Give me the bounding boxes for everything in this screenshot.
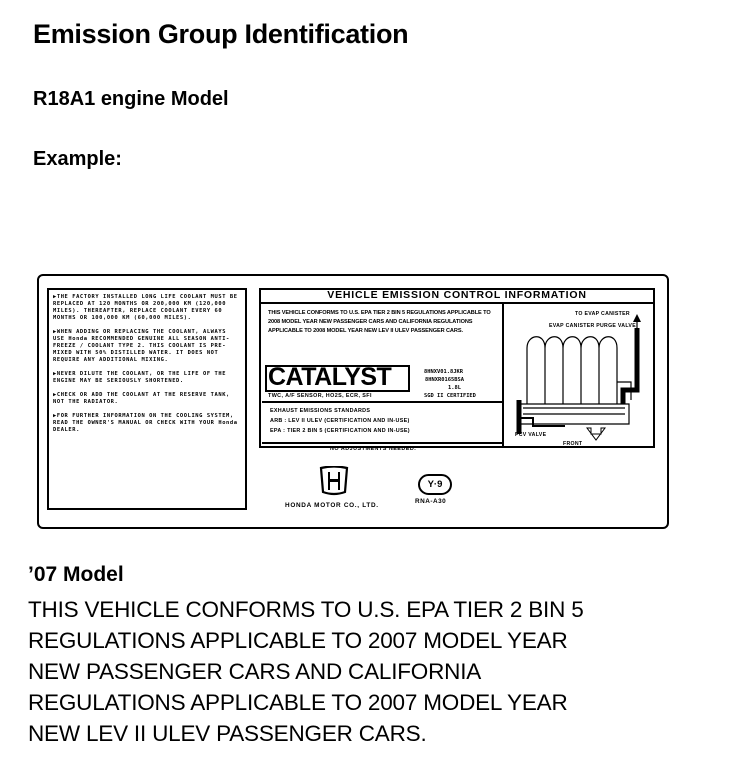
coolant-note: ▶WHEN ADDING OR REPLACING THE COOLANT, ALWAYS USE Honda RECOMMENDED GENUINE ALL SEASON ANTI-FREEZE / COOLANT TYPE 2. THIS COOLANT IS PRE-MIXED WITH 50% DISTILLED WATER. IT DOES NOT REQUIRE ANY ADDITIONAL MIXING. [53,329,230,363]
code-line: 1.8L [448,385,461,391]
evap-purge-text: EVAP CANISTER PURGE VALVE [549,323,636,329]
vec-title: VEHICLE EMISSION CONTROL INFORMATION [259,288,655,304]
coolant-note: ▶CHECK OR ADD THE COOLANT AT THE RESERVE TANK, NOT THE RADIATOR. [53,392,230,405]
code-line: 8HNXR0165BSA [425,377,464,383]
example-heading: Example: [33,148,122,170]
model-07-statement [28,594,728,749]
to-evap-text: TO EVAP CANISTER [575,311,630,317]
standards-epa: EPA : TIER 2 BIN 5 (CERTIFICATION AND IN-USE) [270,428,410,434]
engine-hose-diagram [505,304,655,448]
honda-logo-icon [318,466,350,496]
y9-badge: Y·9 [418,474,452,495]
pcv-valve-text: PCV VALVE [515,432,547,438]
coolant-note: ▶FOR FURTHER INFORMATION ON THE COOLING SYSTEM, READ THE OWNER'S MANUAL OR CHECK WITH YOUR Honda DEALER. [53,413,238,433]
part-number: RNA-A30 [415,498,447,505]
standards-title: EXHAUST EMISSIONS STANDARDS [270,408,371,414]
no-adjustments-note: NO ADJUSTMENTS NEEDED. [330,446,417,452]
engine-model-heading: R18A1 engine Model [33,88,229,110]
statement-line: REGULATIONS APPLICABLE TO 2007 MODEL YEAR [28,628,568,653]
page-title: Emission Group Identification [33,19,409,49]
engine-family-codes [424,368,502,400]
code-line: 8HNXV01.8JKR [424,369,463,375]
coolant-note: ▶THE FACTORY INSTALLED LONG LIFE COOLANT MUST BE REPLACED AT 120 MONTHS OR 200,000 KM (120,000 MILES). THEREAFTER, REPLACE COOLANT EVERY 60 MONTHS OR 100,000 KM (60,000 MILES). [53,294,238,321]
code-line: SGD II CERTIFIED [424,393,476,399]
statement-line: NEW LEV II ULEV PASSENGER CARS. [28,721,427,746]
divider [262,442,504,444]
conform-statement: THIS VEHICLE CONFORMS TO U.S. EPA TIER 2 BIN 5 REGULATIONS APPLICABLE TO 2008 MODEL YEAR NEW PASSENGER CARS AND CALIFORNIA REGULATIONS APPLICABLE TO 2008 MODEL YEAR NEW LEV II ULEV PASSENGER CARS. [268,310,491,334]
statement-line: THIS VEHICLE CONFORMS TO U.S. EPA TIER 2 BIN 5 [28,597,584,622]
divider [262,401,504,403]
statement-line: NEW PASSENGER CARS AND CALIFORNIA [28,659,482,684]
standards-arb: ARB : LEV II ULEV (CERTIFICATION AND IN-USE) [270,418,410,424]
exhaust-standards [270,406,500,436]
manufacturer-name: HONDA MOTOR CO., LTD. [285,502,379,509]
catalyst-label: CATALYST [268,363,392,391]
model-07-heading: ’07 Model [28,563,124,586]
statement-line: REGULATIONS APPLICABLE TO 2007 MODEL YEAR [28,690,568,715]
front-text: FRONT [563,441,583,447]
catalyst-components: TWC, A/F SENSOR, HO2S, ECR, SFI [268,393,372,399]
coolant-note: ▶NEVER DILUTE THE COOLANT, OR THE LIFE OF THE ENGINE MAY BE SERIOUSLY SHORTENED. [53,371,227,384]
coolant-notice-box [47,288,247,510]
